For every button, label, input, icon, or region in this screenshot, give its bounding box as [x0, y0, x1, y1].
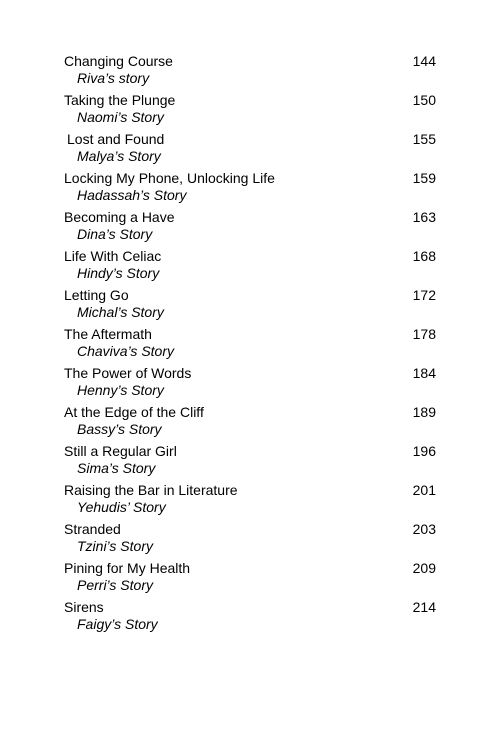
toc-entry-title: Life With Celiac — [64, 248, 162, 264]
toc-entry-title: Raising the Bar in Literature — [64, 482, 238, 498]
toc-entry-subtitle: Malya’s Story — [77, 148, 161, 164]
toc-entry-title: Changing Course — [64, 53, 173, 69]
toc-entry — [64, 365, 438, 396]
toc-entry-page-number: 150 — [412, 92, 436, 108]
toc-entry — [64, 443, 438, 474]
toc-entry-page-number: 203 — [412, 521, 436, 537]
toc-entry-subtitle: Riva’s story — [77, 70, 150, 86]
toc-entry-subtitle: Michal’s Story — [77, 304, 164, 320]
toc-entry-subtitle: Bassy’s Story — [77, 421, 162, 437]
toc-entry-title: The Power of Words — [64, 365, 192, 381]
toc-entry-page-number: 159 — [412, 170, 436, 186]
toc-entry — [64, 482, 438, 513]
toc-entry-subtitle: Sima’s Story — [77, 460, 156, 476]
toc-entry — [64, 287, 438, 318]
toc-entry-subtitle: Perri’s Story — [77, 577, 153, 593]
toc-entry-page-number: 172 — [412, 287, 436, 303]
toc-entry-title: Still a Regular Girl — [64, 443, 177, 459]
toc-entry-subtitle: Dina’s Story — [77, 226, 153, 242]
toc-entry-title: Stranded — [64, 521, 121, 537]
toc-entry-title: Taking the Plunge — [64, 92, 176, 108]
toc-entry-page-number: 201 — [412, 482, 436, 498]
toc-entry-page-number: 163 — [412, 209, 436, 225]
toc-entry-title: Pining for My Health — [64, 560, 191, 576]
toc-entry-title: Locking My Phone, Unlocking Life — [64, 170, 275, 186]
toc-entry — [64, 170, 438, 201]
toc-entry-title: Letting Go — [64, 287, 129, 303]
toc-entry-page-number: 155 — [412, 131, 436, 147]
toc-entry-page-number: 189 — [412, 404, 436, 420]
toc-entry — [64, 326, 438, 357]
toc-entry-title: Becoming a Have — [64, 209, 175, 225]
toc-entry-title: At the Edge of the Cliff — [64, 404, 204, 420]
toc-entry-subtitle: Henny’s Story — [77, 382, 164, 398]
toc-entry-page-number: 168 — [412, 248, 436, 264]
toc-entry-title: Lost and Found — [67, 131, 165, 147]
toc-entry-page-number: 196 — [412, 443, 436, 459]
toc-entry — [64, 53, 438, 84]
toc-entry-page-number: 144 — [412, 53, 436, 69]
toc-entry-page-number: 214 — [412, 599, 436, 615]
toc-entry-page-number: 178 — [412, 326, 436, 342]
toc-entry — [64, 404, 438, 435]
toc-entry-title: The Aftermath — [64, 326, 152, 342]
toc-entry — [64, 209, 438, 240]
toc-entry — [64, 248, 438, 279]
toc-entry — [64, 521, 438, 552]
toc-entry-subtitle: Yehudis’ Story — [77, 499, 166, 515]
toc-entry-subtitle: Chaviva’s Story — [77, 343, 175, 359]
toc-entry-title: Sirens — [64, 599, 104, 615]
toc-entry-subtitle: Faigy’s Story — [77, 616, 158, 632]
toc-entry-subtitle: Hadassah’s Story — [77, 187, 187, 203]
toc-entry — [64, 560, 438, 591]
toc-entry-subtitle: Naomi’s Story — [77, 109, 164, 125]
toc-entry-subtitle: Tzini’s Story — [77, 538, 153, 554]
toc-entry — [64, 599, 438, 630]
toc-entry — [64, 131, 438, 162]
toc-entry-page-number: 184 — [412, 365, 436, 381]
table-of-contents — [64, 53, 438, 630]
toc-entry — [64, 92, 438, 123]
toc-entry-subtitle: Hindy’s Story — [77, 265, 160, 281]
toc-entry-page-number: 209 — [412, 560, 436, 576]
